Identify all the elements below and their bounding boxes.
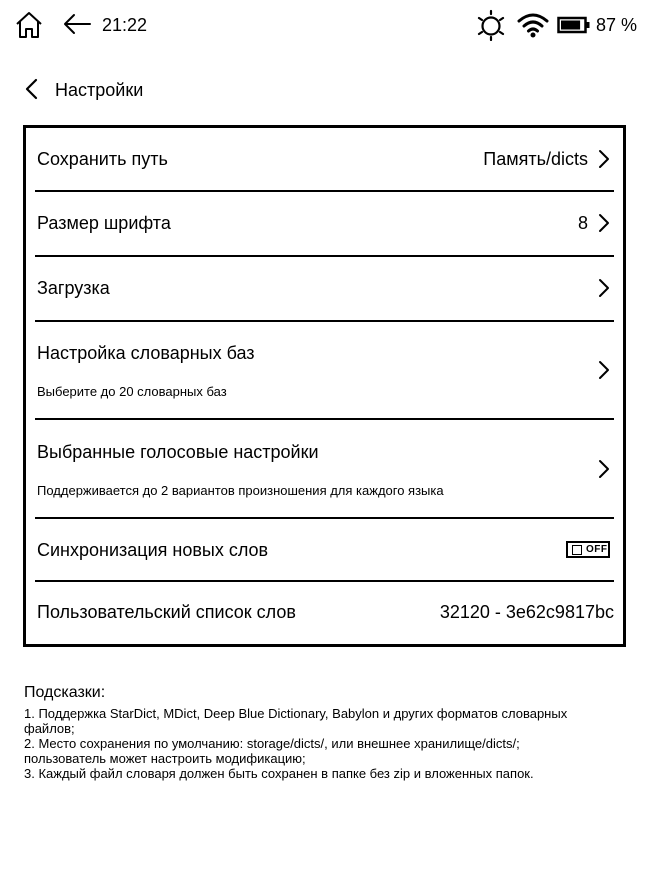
setting-title: Синхронизация новых слов (37, 540, 269, 560)
setting-voice[interactable] (35, 420, 614, 519)
setting-subtitle: Выберите до 20 словарных баз (37, 384, 227, 399)
setting-value: 8 (577, 213, 588, 233)
frontlight-icon[interactable] (476, 9, 506, 41)
hints (24, 683, 624, 781)
back-arrow-icon[interactable] (62, 12, 92, 36)
setting-subtitle: Поддерживается до 2 вариантов произношения для каждого языка (37, 483, 444, 498)
home-icon[interactable] (14, 10, 44, 40)
setting-title: Настройка словарных баз (37, 343, 255, 363)
setting-download[interactable] (35, 257, 614, 322)
setting-title: Выбранные голосовые настройки (37, 442, 319, 462)
battery-icon (557, 15, 591, 35)
sync-toggle[interactable] (566, 541, 610, 558)
setting-title: Пользовательский список слов (37, 602, 296, 622)
hint-line: 1. Поддержка StarDict, MDict, Deep Blue Dictionary, Babylon и других форматов словарных (24, 706, 568, 721)
setting-user-word-list[interactable] (35, 582, 614, 644)
chevron-right-icon (598, 213, 610, 233)
chevron-right-icon (598, 459, 610, 479)
toggle-state: OFF (586, 544, 608, 555)
status-bar (0, 0, 649, 50)
chevron-right-icon (598, 149, 610, 169)
hint-line: 3. Каждый файл словаря должен быть сохранен в папке без zip и вложенных папок. (24, 766, 534, 781)
settings-panel (23, 125, 626, 647)
setting-save-path[interactable] (35, 128, 614, 192)
setting-font-size[interactable] (35, 192, 614, 257)
battery-percent: 87 % (596, 15, 638, 35)
setting-dictionary-bases[interactable] (35, 322, 614, 420)
setting-title: Загрузка (37, 278, 110, 298)
setting-title: Размер шрифта (37, 213, 171, 233)
hints-title: Подсказки: (24, 684, 106, 701)
chevron-left-icon[interactable] (24, 78, 40, 100)
hint-line: пользователь может настроить модификацию; (24, 751, 306, 766)
hint-line: файлов; (24, 721, 75, 736)
wifi-icon[interactable] (517, 12, 549, 38)
setting-value: 32120 - 3e62c9817bc (439, 602, 614, 622)
setting-title: Сохранить путь (37, 149, 168, 169)
chevron-right-icon (598, 278, 610, 298)
toggle-checkbox-icon (572, 545, 582, 555)
chevron-right-icon (598, 360, 610, 380)
setting-sync-new-words[interactable] (35, 519, 614, 582)
setting-value: Память/dicts (483, 149, 588, 169)
hint-line: 2. Место сохранения по умолчанию: storage/dicts/, или внешнее хранилище/dicts/; (24, 736, 520, 751)
clock: 21:22 (102, 15, 148, 35)
page-title[interactable]: Настройки (55, 80, 144, 100)
